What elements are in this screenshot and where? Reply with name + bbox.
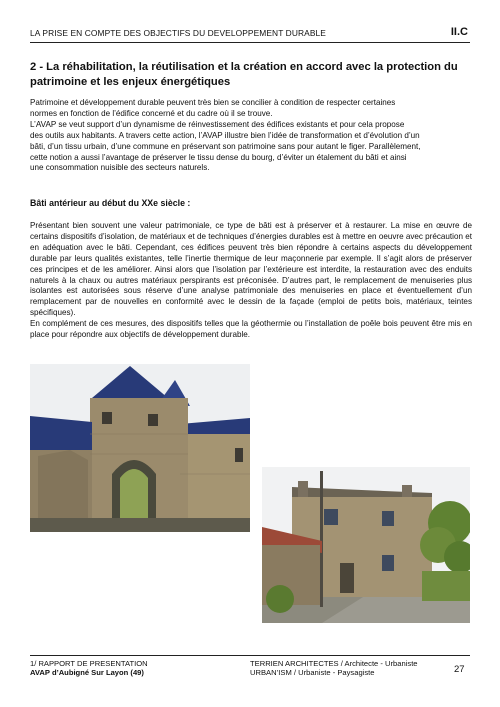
page-number: 27 (454, 664, 465, 675)
footer-firm-architect: TERRIEN ARCHITECTES / Architecte - Urbaniste (250, 659, 418, 668)
intro-line: L’AVAP se veut support d’un dynamisme de réinvestissement des édifices existants et pour cela propose (30, 119, 405, 129)
footer-divider (30, 655, 470, 656)
intro-line: cette notion a aussi l’avantage de préserver le tissu dense du bourg, d’éviter un étalement du bâti et ainsi (30, 152, 407, 162)
footer-doc-title: 1/ RAPPORT DE PRESENTATION (30, 659, 148, 668)
intro-line: bâti, d’un tissu urbain, d’une commune en préservant son patrimoine sans pour autant le figer. Parallèlement, (30, 141, 421, 151)
stone-house-photo (262, 467, 470, 623)
footer-doc-subtitle: AVAP d’Aubigné Sur Layon (49) (30, 668, 144, 677)
intro-line: Patrimoine et développement durable peuvent très bien se concilier à condition de respecter certaines (30, 98, 396, 107)
gatehouse-photo (30, 364, 250, 532)
body-text (30, 221, 472, 341)
stone-house-illustration (262, 467, 470, 623)
intro-line: normes en fonction de l’édifice concerné et du cadre où il se trouve. (30, 108, 273, 118)
closing-paragraph: En complément de ces mesures, des dispositifs telles que la géothermie ou l’installation de poêle bois peuvent être mis en place pour répondre aux objectifs de développement durable. (30, 319, 472, 340)
page-header (30, 26, 470, 43)
gatehouse-illustration (30, 364, 250, 532)
subheading: Bâti antérieur au début du XXe siècle : (30, 198, 191, 208)
intro-line: des outils aux habitants. A travers cette action, l’AVAP illustre bien l’idée de transformation et d’évolution d’un (30, 130, 420, 140)
intro-line: une consommation nuisible des secteurs naturels. (30, 163, 210, 173)
header-section-code: II.C (450, 26, 468, 38)
section-title: 2 - La réhabilitation, la réutilisation et la création en accord avec la protection du patrimoine et les enjeux énergétiques (30, 61, 458, 88)
header-title: LA PRISE EN COMPTE DES OBJECTIFS DU DEVELOPPEMENT DURABLE (30, 28, 326, 38)
body-paragraph: Présentant bien souvent une valeur patrimoniale, ce type de bâti est à préserver et à restaurer. La mise en œuvre de certains dispositifs d’isolation, de matériaux et de techniques d’énergies durables est à mettre en oeuvre avec précaution et en adéquation avec le bâti. Cependant, ces édifices peuvent très bien répondre à certains aspects du développement durable par leurs qualités existantes, telle l’inertie thermique de leur maçonnerie par exemple. Il s’agit alors de préserver ces principes et de les améliorer. Ainsi alors que l’isolation par l’extérieure est interdite, la restauration avec des enduits naturels à la chaux ou autres matériaux perspirants est préconisée. D’autres part, le remplacement de menuiseries plus isolantes est autorisées sous réserve d’une analyse patrimoniale des menuiseries en place et éventuellement d’un remplacement par de nouvelles en conformité avec le dessin de la façade (emploi de petits bois, matériaux, teintes spécifiques). (30, 221, 472, 318)
intro-paragraph (30, 98, 472, 174)
footer-firm-urbanist: URBAN’ISM / Urbaniste - Paysagiste (250, 668, 375, 677)
